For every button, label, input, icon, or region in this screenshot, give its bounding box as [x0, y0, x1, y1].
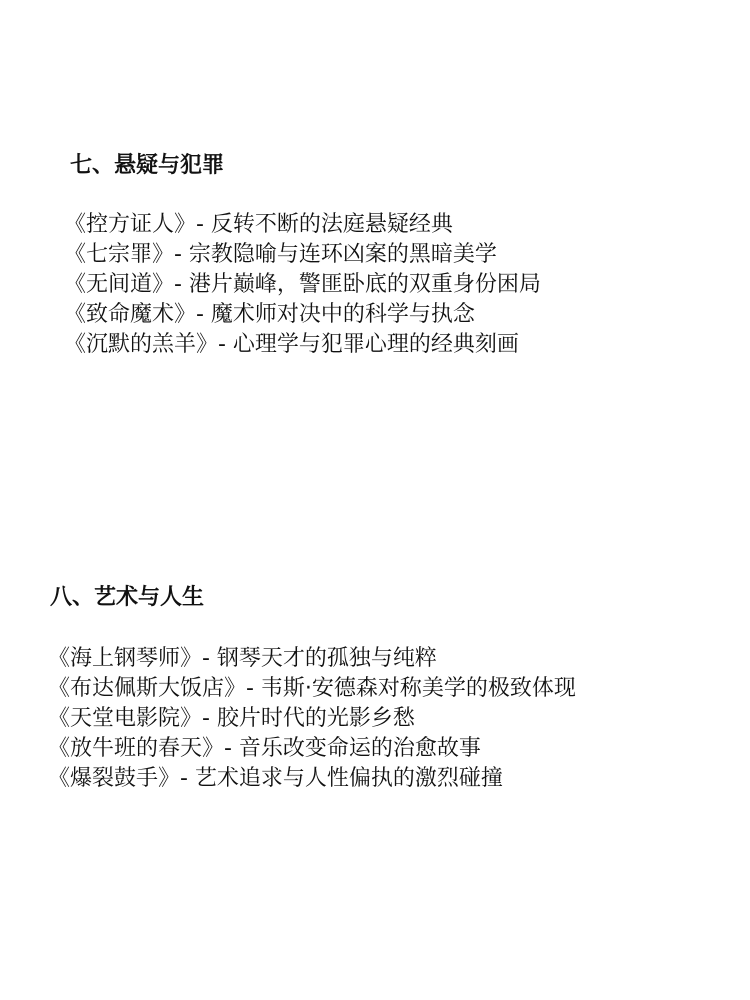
list-item: 《控方证人》- 反转不断的法庭悬疑经典: [64, 212, 453, 237]
list-item: 《天堂电影院》- 胶片时代的光影乡愁: [48, 706, 415, 731]
movie-list: [50, 644, 750, 794]
list-item: 《致命魔术》- 魔术师对决中的科学与执念: [64, 302, 475, 327]
section-heading: 七、悬疑与犯罪: [70, 153, 225, 178]
list-item: 《七宗罪》- 宗教隐喻与连环凶案的黑暗美学: [64, 242, 497, 267]
list-item: 《爆裂鼓手》- 艺术追求与人性偏执的激烈碰撞: [48, 766, 503, 791]
section-art-life: [0, 582, 750, 794]
list-item: 《放牛班的春天》- 音乐改变命运的治愈故事: [48, 736, 481, 761]
movie-list: [64, 210, 750, 360]
list-item: 《沉默的羔羊》- 心理学与犯罪心理的经典刻画: [64, 332, 519, 357]
list-item: 《海上钢琴师》- 钢琴天才的孤独与纯粹: [48, 646, 437, 671]
list-item: 《无间道》- 港片巅峰，警匪卧底的双重身份困局: [64, 272, 541, 297]
section-suspense-crime: [0, 150, 750, 360]
list-item: 《布达佩斯大饭店》- 韦斯·安德森对称美学的极致体现: [48, 676, 576, 701]
section-heading: 八、艺术与人生: [50, 585, 205, 610]
